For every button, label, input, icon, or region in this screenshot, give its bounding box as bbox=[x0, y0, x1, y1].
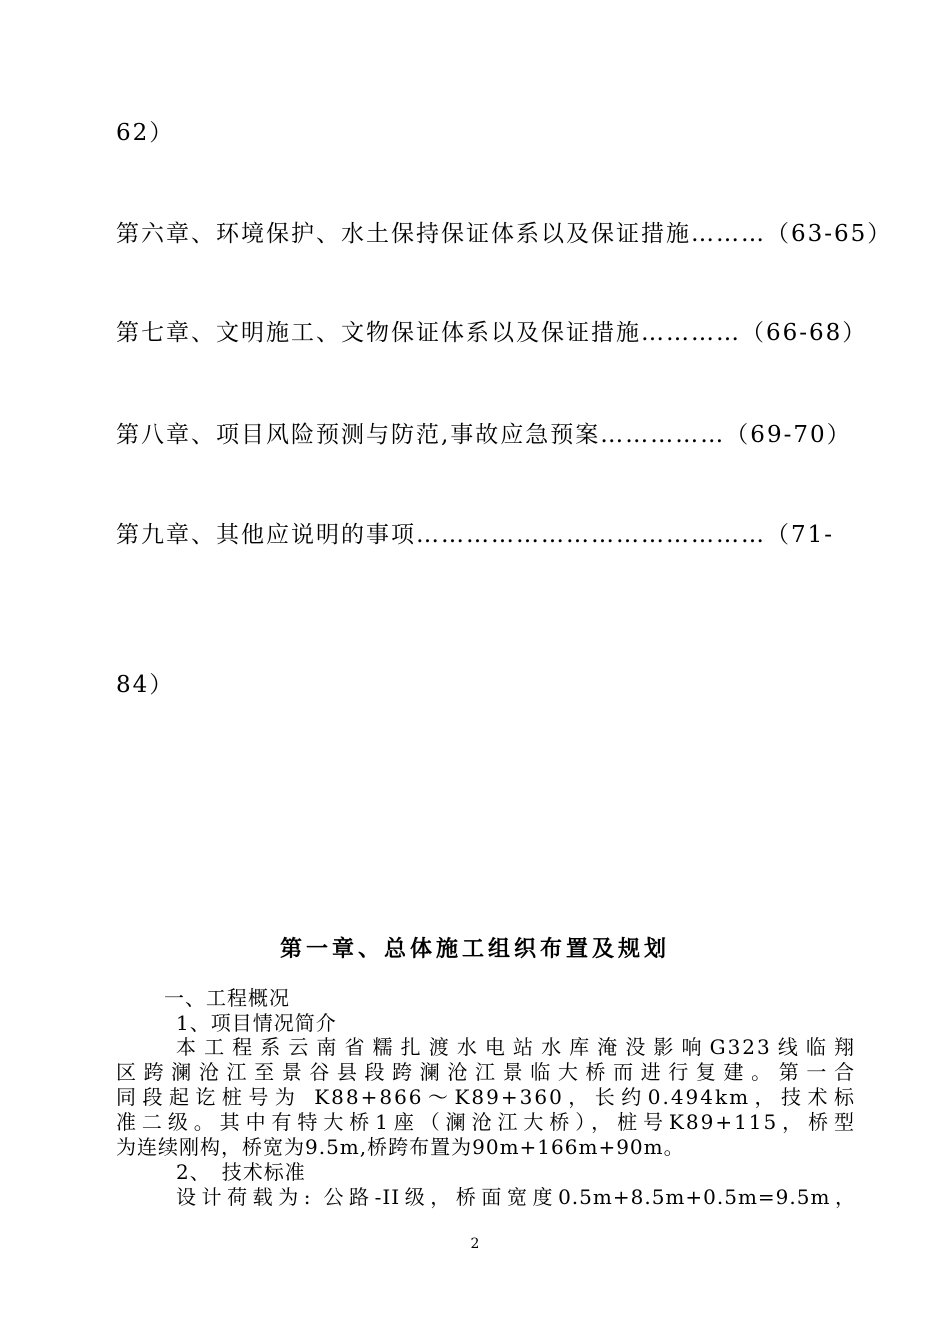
toc-entry-chapter-6: 第六章、环境保护、水土保持保证体系以及保证措施………（63-65） bbox=[116, 221, 893, 247]
toc-entry-chapter-8: 第八章、项目风险预测与防范,事故应急预案……………（69-70） bbox=[116, 422, 852, 448]
paragraph-line: 为连续刚构，桥宽为9.5m,桥跨布置为90m+166m+90m。 bbox=[116, 1135, 685, 1159]
subsection-heading: 2、 技术标准 bbox=[176, 1160, 306, 1184]
paragraph-line: 准二级。其中有特大桥1座（澜沧江大桥），桩号K89+115，桥型 bbox=[116, 1110, 856, 1134]
chapter-title: 第一章、总体施工组织布置及规划 bbox=[279, 937, 670, 962]
toc-entry-chapter-7: 第七章、文明施工、文物保证体系以及保证措施…………（66-68） bbox=[116, 320, 868, 346]
paragraph-line: 本工程系云南省糯扎渡水电站水库淹没影响G323线临翔 bbox=[176, 1035, 856, 1059]
section-heading: 一、工程概况 bbox=[164, 986, 290, 1010]
subsection-heading: 1、项目情况简介 bbox=[176, 1011, 337, 1035]
page-number: 2 bbox=[470, 1236, 480, 1252]
toc-entry-chapter-9: 第九章、其他应说明的事项……………………………………（71- bbox=[116, 522, 835, 548]
paragraph-line: 设计荷载为: 公路-II级，桥面宽度0.5m+8.5m+0.5m=9.5m， bbox=[176, 1185, 856, 1209]
toc-continuation-62: 62） bbox=[116, 120, 175, 146]
paragraph-line: 同段起讫桩号为 K88+866～K89+360，长约0.494km，技术标 bbox=[116, 1085, 856, 1109]
toc-continuation-84: 84） bbox=[116, 672, 175, 698]
paragraph-line: 区跨澜沧江至景谷县段跨澜沧江景临大桥而进行复建。第一合 bbox=[116, 1060, 856, 1084]
